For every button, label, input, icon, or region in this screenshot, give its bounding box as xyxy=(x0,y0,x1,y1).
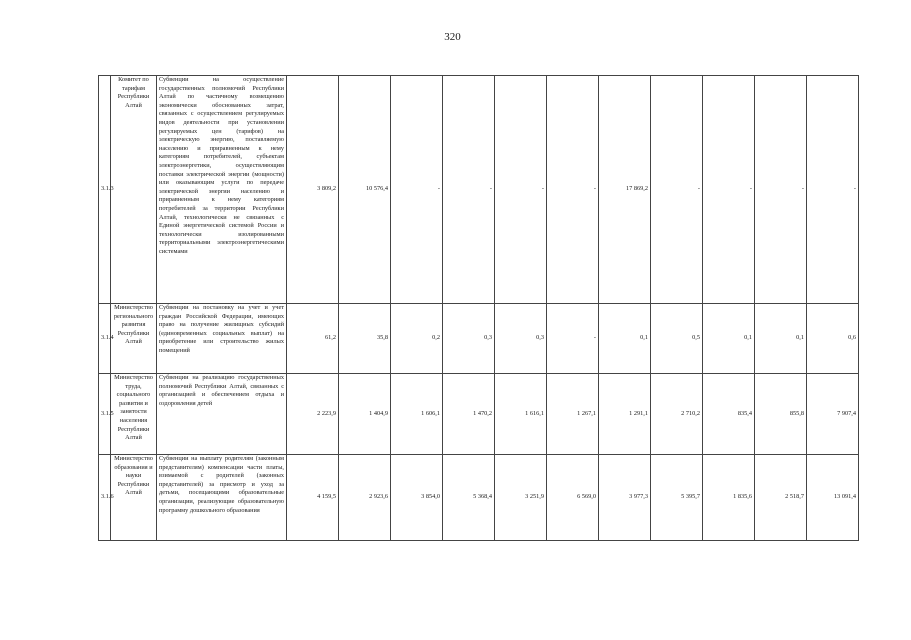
row-code: 3.1.5 xyxy=(99,374,111,455)
row-value: 4 159,5 xyxy=(287,455,339,541)
row-value: 2 518,7 xyxy=(755,455,807,541)
row-value: 1 606,1 xyxy=(391,374,443,455)
row-value: 0,5 xyxy=(651,304,703,374)
row-value: 855,8 xyxy=(755,374,807,455)
row-value: - xyxy=(443,76,495,304)
row-value: 2 923,6 xyxy=(339,455,391,541)
row-organization: Министерство регионального развития Республики Алтай xyxy=(111,304,157,374)
table-body xyxy=(99,76,911,541)
row-value: 0,1 xyxy=(703,304,755,374)
row-value: 1 835,6 xyxy=(703,455,755,541)
row-value: - xyxy=(755,76,807,304)
row-value: 1 291,1 xyxy=(599,374,651,455)
row-value: 10 576,4 xyxy=(339,76,391,304)
row-value: 13 091,4 xyxy=(807,455,859,541)
row-value: - xyxy=(495,76,547,304)
row-value: 0,2 xyxy=(391,304,443,374)
row-value: 3 977,3 xyxy=(599,455,651,541)
row-code: 3.1.3 xyxy=(99,76,111,304)
row-value: 6 569,0 xyxy=(547,455,599,541)
row-value: 61,2 xyxy=(287,304,339,374)
row-value: - xyxy=(547,304,599,374)
table-row xyxy=(99,374,911,455)
row-value: 1 404,9 xyxy=(339,374,391,455)
row-value: 835,4 xyxy=(703,374,755,455)
row-value: - xyxy=(391,76,443,304)
row-value: - xyxy=(703,76,755,304)
row-value: 3 809,2 xyxy=(287,76,339,304)
row-description: Субвенции на реализацию государственных полномочий Республики Алтай, связанных с организацией и обеспечением отдыха и оздоровления детей xyxy=(157,374,287,455)
row-value: 2 223,9 xyxy=(287,374,339,455)
row-value: 7 907,4 xyxy=(807,374,859,455)
row-value: 1 616,1 xyxy=(495,374,547,455)
row-value: 2 710,2 xyxy=(651,374,703,455)
row-organization: Комитет по тарифам Республики Алтай xyxy=(111,76,157,304)
row-value: 5 395,7 xyxy=(651,455,703,541)
row-value: 0,3 xyxy=(443,304,495,374)
row-organization: Министерство труда, социального развития и занятости населения Республики Алтай xyxy=(111,374,157,455)
row-description: Субвенции на постановку на учет и учет граждан Российской Федерации, имеющих право на получение жилищных субсидий (единовременных социальных выплат) на приобретение или строительство жилых помещений xyxy=(157,304,287,374)
row-organization: Министерство образования и науки Республики Алтай xyxy=(111,455,157,541)
subsidies-table xyxy=(98,75,911,541)
row-value: 1 470,2 xyxy=(443,374,495,455)
row-value: 0,6 xyxy=(807,304,859,374)
table-row xyxy=(99,76,911,304)
row-value: 3 251,9 xyxy=(495,455,547,541)
table-row xyxy=(99,304,911,374)
page-number: 320 xyxy=(444,31,461,43)
row-value: 17 869,2 xyxy=(599,76,651,304)
row-code: 3.1.6 xyxy=(99,455,111,541)
table-row xyxy=(99,455,911,541)
row-value: 3 854,0 xyxy=(391,455,443,541)
row-description: Субвенции на осуществление государственных полномочий Республики Алтай по частичному возмещению экономически обоснованных затрат, связанных с осуществлением регулируемых видов деятельности при установлении регулируемых цен (тарифов) на электрическую энергию, поставляемую населению и приравненным к нему категориям потребителей, субъектам электроэнергетики, осуществляющим поставки электрической энергии (мощности) или оказывающим услуги по передаче электрической энергии населению и приравненным к нему категориям потребителей за территории Республики Алтай, технологически не связанных с Единой энергетической системой России и технологически изолированными территориальными электроэнергетическими системами xyxy=(157,76,287,304)
row-value: 1 267,1 xyxy=(547,374,599,455)
row-value: - xyxy=(547,76,599,304)
row-value: 0,3 xyxy=(495,304,547,374)
row-value: 0,1 xyxy=(599,304,651,374)
row-code: 3.1.4 xyxy=(99,304,111,374)
row-value: - xyxy=(651,76,703,304)
row-description: Субвенции на выплату родителям (законным представителям) компенсации части платы, взимаемой с родителей (законных представителей) за присмотр и уход за детьми, посещающими образовательные организации, реализующие образовательную программу дошкольного образования xyxy=(157,455,287,541)
row-value: 5 368,4 xyxy=(443,455,495,541)
row-value: 35,8 xyxy=(339,304,391,374)
row-value: 0,1 xyxy=(755,304,807,374)
row-value: - xyxy=(807,76,859,304)
